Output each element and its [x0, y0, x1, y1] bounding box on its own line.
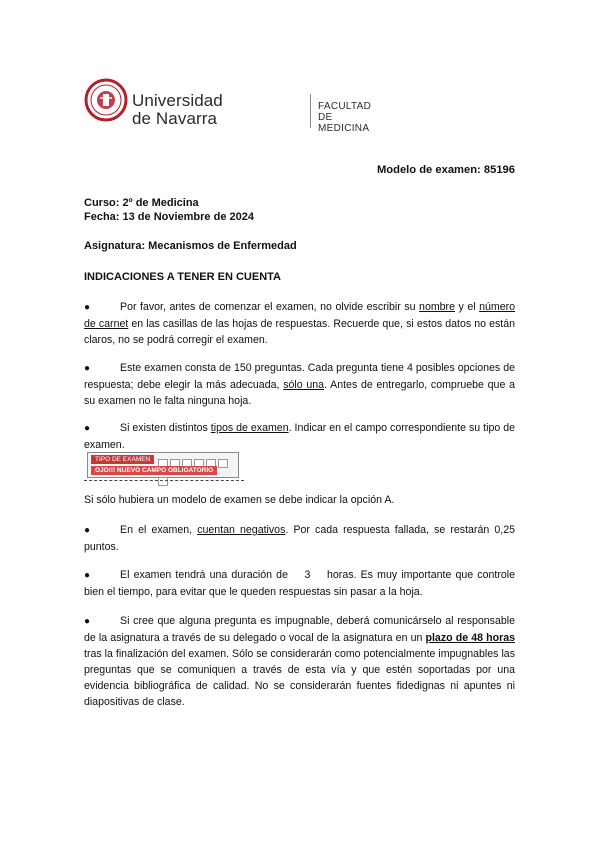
exam-type-warning: OJO!!! NUEVO CAMPO OBLIGATORIO [91, 466, 217, 475]
university-seal-icon [84, 72, 128, 128]
logo-divider [310, 94, 311, 128]
instructions-heading: INDICACIONES A TENER EN CUENTA [84, 271, 281, 283]
exam-type-boxes [158, 455, 234, 464]
instruction-paragraph-appeals: ● Si cree que alguna pregunta es impugnable, deberá comunicárselo al responsable de la asignatura a través de su delegado o vocal de la asignatura en un plazo de 48 horas tras la finalización del examen. Sólo se considerarán como potencialmente impugnables las preguntas que se comuniquen a través de esta vía y que estén soportadas por una evidencia bibliográfica de calidad. No se considerarán fuentes fidedignas ni apuntes ni diapositivas de clase. [84, 615, 515, 708]
underlined-term: nombre [419, 301, 455, 313]
underlined-term: cuentan negativos [197, 524, 286, 536]
bullet-icon: ● [84, 525, 91, 536]
underlined-term: plazo de 48 horas [425, 632, 515, 644]
faculty-name [318, 101, 371, 134]
university-name-line2: de Navarra [132, 109, 218, 128]
faculty-line1: FACULTAD DE [318, 101, 372, 123]
faculty-line2: MEDICINA [318, 123, 370, 134]
university-name-line1: Universidad [132, 91, 223, 110]
underlined-term: tipos de examen [210, 422, 289, 434]
instruction-paragraph-duration: ● El examen tendrá una duración de 3 horas. Es muy importante que controle bien el tiempo, para evitar que le queden respuestas sin pasar a la hoja. [84, 569, 518, 598]
university-logo [84, 72, 372, 134]
instruction-paragraph-negatives: ● En el examen, cuentan negativos. Por cada respuesta fallada, se restarán 0,25 puntos. [84, 524, 515, 553]
date-line: Fecha: 13 de Noviembre de 2024 [84, 211, 254, 223]
single-model-note: Si sólo hubiera un modelo de examen se debe indicar la opción A. [84, 494, 395, 506]
instruction-paragraph-exam-type: ● Si existen distintos tipos de examen. Indicar en el campo correspondiente su tipo de examen. [84, 422, 515, 451]
bullet-icon: ● [84, 423, 91, 434]
bullet-icon: ● [84, 302, 91, 313]
bullet-icon: ● [84, 363, 91, 374]
instruction-paragraph-name: ● Por favor, antes de comenzar el examen, no olvide escribir su nombre y el número de carnet en las casillas de las hojas de respuestas. Recuerde que, si estos datos no están claros, no se podrá corregir el examen. [84, 301, 516, 346]
dashed-divider [84, 480, 244, 481]
course-line: Curso: 2º de Medicina [84, 197, 199, 209]
underlined-term: número de carnet [84, 301, 516, 330]
instruction-paragraph-questions: ● Este examen consta de 150 preguntas. Cada pregunta tiene 4 posibles opciones de respuesta; debe elegir la más adecuada, sólo una. Antes de entregarlo, compruebe que a su examen no le falta ninguna hoja. [84, 362, 515, 407]
bullet-icon: ● [84, 570, 91, 581]
bullet-icon: ● [84, 616, 91, 627]
university-name [132, 92, 223, 128]
exam-type-field-image [87, 452, 239, 478]
exam-model-number: Modelo de examen: 85196 [376, 164, 515, 176]
underlined-term: sólo una [283, 379, 325, 391]
exam-type-tag: TIPO DE EXAMEN [91, 455, 154, 464]
subject-line: Asignatura: Mecanismos de Enfermedad [84, 240, 297, 252]
